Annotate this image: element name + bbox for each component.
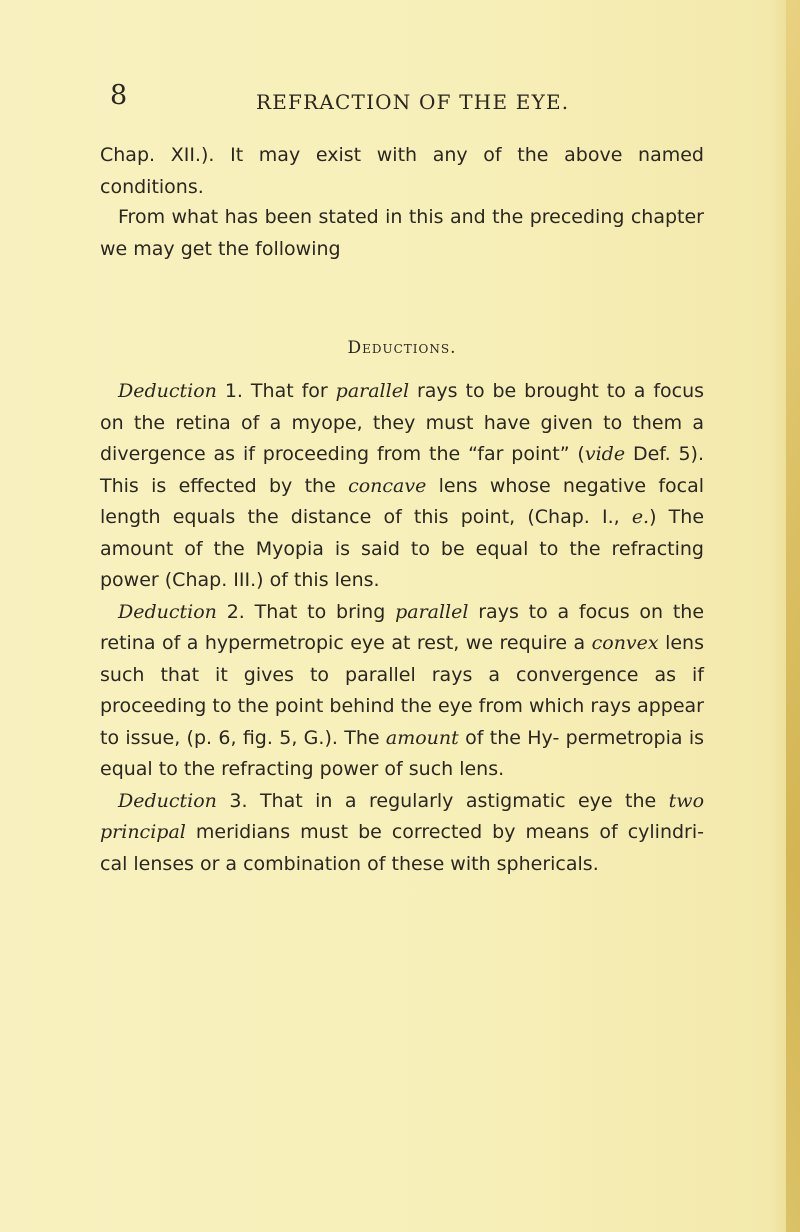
deduction-2-emphasis-convex: convex [591,632,659,654]
deduction-2-emphasis-amount: amount [385,726,459,749]
deduction-1-emphasis-parallel: parallel [335,380,410,402]
deduction-1 [100,376,704,597]
deduction-3-text-b: meridians must be corrected by means of cylindri- cal lenses or a combination of these with sphericals. [100,821,704,875]
deduction-1-emphasis-concave: concave [348,474,427,497]
deduction-1-emphasis-e: e. [631,506,650,528]
deduction-2-text-c: lens such that it gives to parallel rays a convergence as if proceeding to the point behind the eye from which rays appear to issue, (p. 6, fig. 5, G.). The [100,632,705,749]
deduction-3-number: 3. [229,789,248,812]
running-head: REFRACTION OF THE EYE. [256,90,570,114]
deductions-list [100,376,704,880]
deduction-3-text-a: That in a regularly astigmatic eye the [259,789,657,812]
deduction-1-number: 1. [224,380,243,402]
deduction-2-text-a: That to bring [254,600,386,623]
deduction-1-text-b: rays to be brought to a focus on the retina of a myope, they must have given to them a divergence as if proceeding from the “far point” ( [100,380,705,465]
deduction-2-label: Deduction [118,600,217,623]
intro-paragraph-1 [100,140,704,203]
deduction-1-text-c: Def. 5). This is effected by the [100,443,705,497]
deduction-1-text-a: That for [250,380,328,402]
deduction-2-text-b: rays to a focus on the retina of a hypermetropic eye at rest, we require a [100,600,705,654]
deduction-1-emphasis-vide: vide [584,443,626,465]
deduction-3 [100,786,704,881]
deduction-1-text-d: lens whose negative focal length equals the distance of this point, (Chap. I., [100,474,704,528]
intro-paragraph-2 [100,202,704,265]
deduction-2-text-d: of the Hy- permetropia is equal to the refracting power of such lens. [100,726,705,780]
deduction-1-label: Deduction [118,380,217,402]
deduction-1-text-e: ) The amount of the Myopia is said to be equal to the refracting power (Chap. III.) of this lens. [100,506,705,591]
deduction-2 [100,597,704,786]
deduction-3-emphasis-two-principal: two principal [100,789,705,843]
page-number: 8 [110,80,128,111]
deduction-3-label: Deduction [118,789,217,812]
section-heading: Deductions. [347,338,457,358]
intro-paragraph-1-text: Chap. XII.). It may exist with any of the above named conditions. [100,144,704,198]
deduction-2-number: 2. [226,600,245,623]
intro-paragraph-2-text: From what has been stated in this and the preceding chapter we may get the following [100,206,704,260]
deduction-2-emphasis-parallel: parallel [395,600,469,623]
page-edge [786,0,800,1232]
